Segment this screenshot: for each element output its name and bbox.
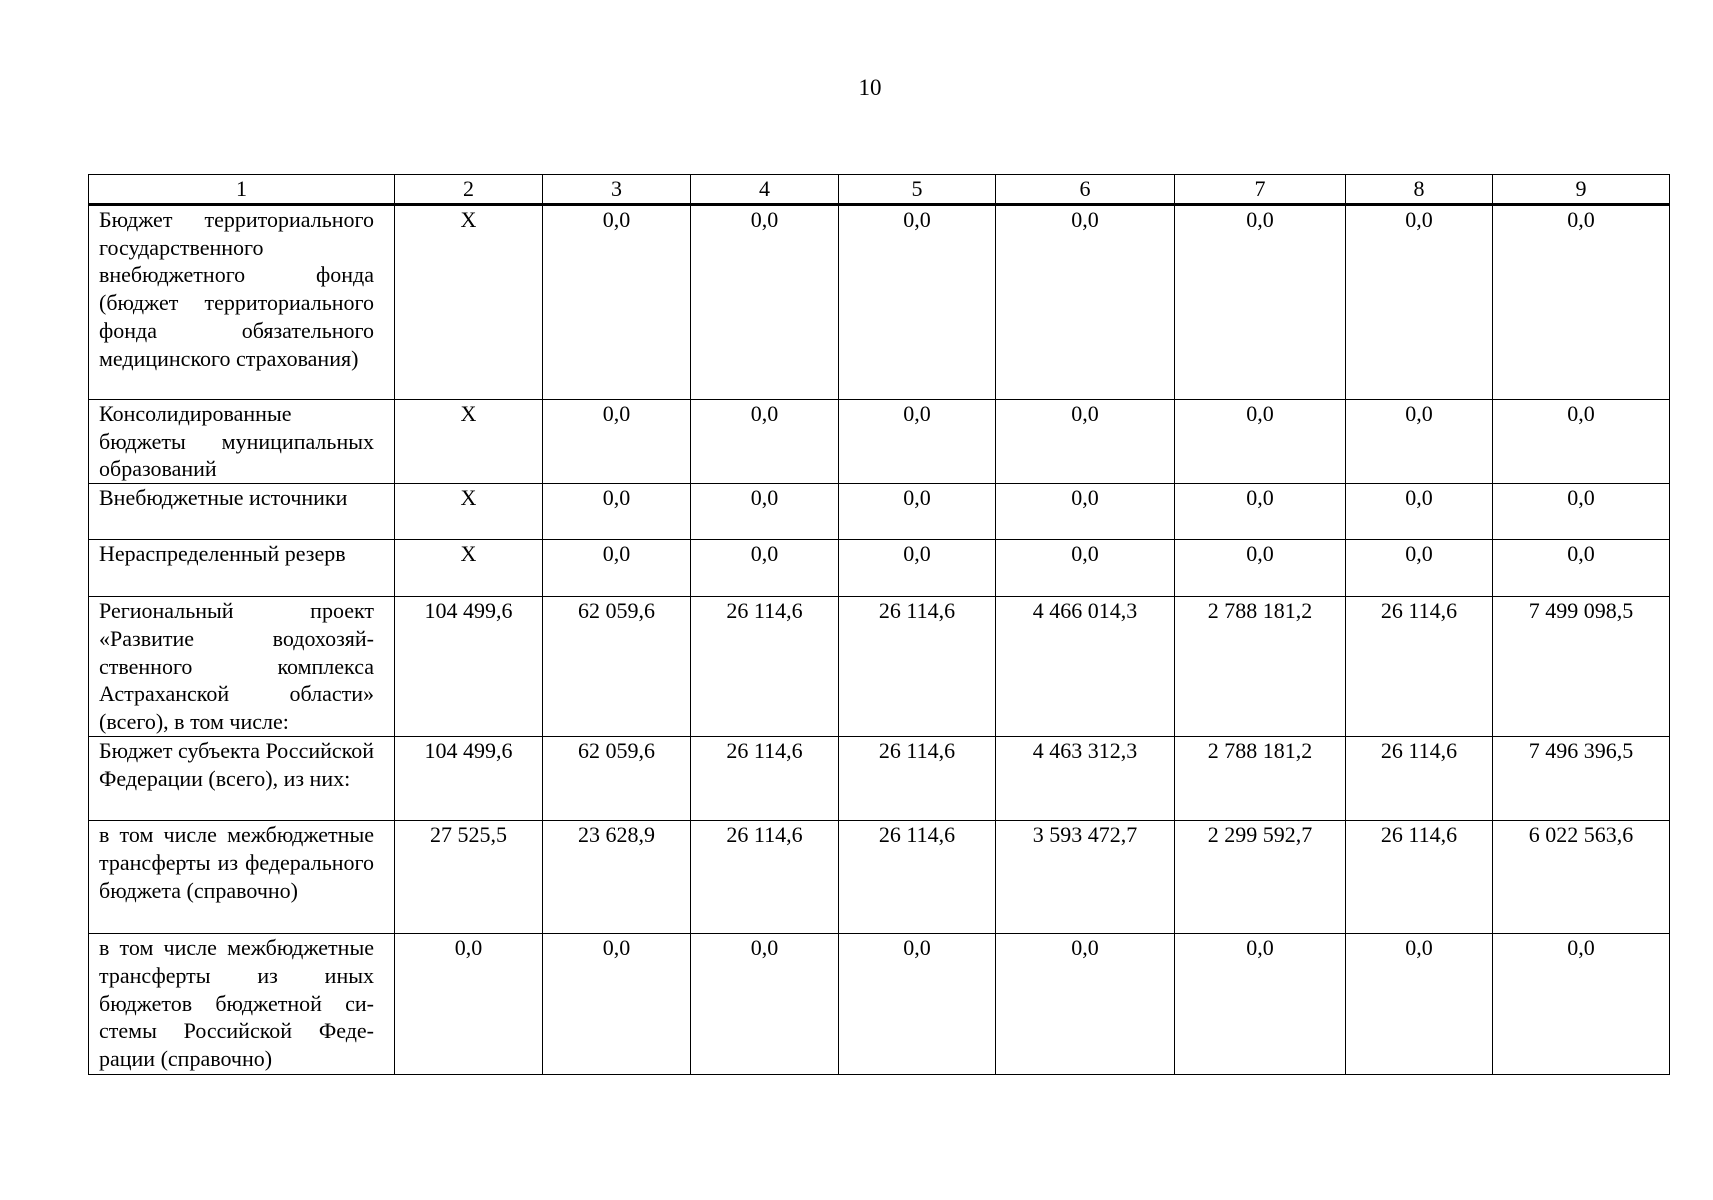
column-header: 9	[1493, 175, 1670, 205]
table-cell: 0,0	[1175, 540, 1346, 597]
table-row	[89, 484, 1670, 540]
table-row	[89, 737, 1670, 821]
table-cell: 7 496 396,5	[1493, 737, 1670, 821]
table-cell: 0,0	[1346, 484, 1493, 540]
row-label: Бюджет субъекта Российской Федерации (всего), из них:	[89, 737, 395, 821]
column-header: 5	[839, 175, 996, 205]
row-label: Нераспределенный резерв	[89, 540, 395, 597]
row-label: Внебюджетные источники	[89, 484, 395, 540]
table-row	[89, 597, 1670, 737]
table-cell: 4 463 312,3	[996, 737, 1175, 821]
table-cell: 0,0	[543, 400, 691, 484]
table-row	[89, 400, 1670, 484]
page-number: 10	[858, 75, 882, 100]
column-header: 2	[395, 175, 543, 205]
table-cell: 0,0	[839, 934, 996, 1075]
row-label: в том числе межбюджетные трансферты из иных бюджетов бюджетной системы Российской Федерации (справочно)	[89, 934, 395, 1075]
table-cell: 3 593 472,7	[996, 821, 1175, 934]
table-cell: 0,0	[1493, 540, 1670, 597]
table-cell: 26 114,6	[839, 737, 996, 821]
table-cell: 2 299 592,7	[1175, 821, 1346, 934]
table-cell: 4 466 014,3	[996, 597, 1175, 737]
table-cell: 0,0	[1175, 400, 1346, 484]
table-cell: 0,0	[1493, 484, 1670, 540]
table-cell: 62 059,6	[543, 597, 691, 737]
table-cell: 0,0	[691, 484, 839, 540]
table-row	[89, 205, 1670, 400]
table-cell: X	[395, 540, 543, 597]
table-cell: 0,0	[1175, 205, 1346, 400]
table-cell: 0,0	[1175, 934, 1346, 1075]
table-cell: 0,0	[543, 205, 691, 400]
table-cell: 0,0	[543, 484, 691, 540]
table-cell: 62 059,6	[543, 737, 691, 821]
table-cell: X	[395, 400, 543, 484]
table-cell: 26 114,6	[691, 821, 839, 934]
table-cell: 0,0	[1175, 484, 1346, 540]
table-cell: 0,0	[839, 484, 996, 540]
table-cell: 0,0	[1346, 205, 1493, 400]
table-cell: 0,0	[691, 934, 839, 1075]
column-header: 4	[691, 175, 839, 205]
table-cell: 26 114,6	[1346, 821, 1493, 934]
table-cell: 104 499,6	[395, 737, 543, 821]
budget-table	[88, 174, 1670, 1075]
table-cell: 0,0	[1346, 400, 1493, 484]
column-header: 7	[1175, 175, 1346, 205]
table-cell: 0,0	[839, 205, 996, 400]
table-cell: 2 788 181,2	[1175, 737, 1346, 821]
table-row	[89, 934, 1670, 1075]
table-cell: 0,0	[1493, 400, 1670, 484]
table-cell: 7 499 098,5	[1493, 597, 1670, 737]
table-header-row	[89, 175, 1670, 205]
table-cell: 0,0	[691, 540, 839, 597]
column-header: 3	[543, 175, 691, 205]
row-label: в том числе межбюджетные трансферты из федерального бюджета (справочно)	[89, 821, 395, 934]
table-cell: 2 788 181,2	[1175, 597, 1346, 737]
table-cell: 23 628,9	[543, 821, 691, 934]
table-cell: 0,0	[996, 934, 1175, 1075]
table-cell: 0,0	[996, 205, 1175, 400]
table-cell: 27 525,5	[395, 821, 543, 934]
table-cell: X	[395, 484, 543, 540]
table-cell: X	[395, 205, 543, 400]
table-cell: 0,0	[996, 400, 1175, 484]
table-cell: 0,0	[839, 400, 996, 484]
column-header: 1	[89, 175, 395, 205]
table-cell: 26 114,6	[691, 737, 839, 821]
table-cell: 0,0	[395, 934, 543, 1075]
table-cell: 0,0	[543, 934, 691, 1075]
table-cell: 0,0	[1493, 205, 1670, 400]
table-cell: 0,0	[1346, 934, 1493, 1075]
row-label: Региональный проект «Развитие водохозяйственного комплекса Астраханской области» (всего), в том числе:	[89, 597, 395, 737]
table-cell: 0,0	[839, 540, 996, 597]
table-cell: 26 114,6	[839, 821, 996, 934]
table-cell: 0,0	[543, 540, 691, 597]
column-header: 8	[1346, 175, 1493, 205]
table-cell: 104 499,6	[395, 597, 543, 737]
table-row	[89, 821, 1670, 934]
table-cell: 6 022 563,6	[1493, 821, 1670, 934]
table-cell: 0,0	[1493, 934, 1670, 1075]
table-cell: 0,0	[996, 484, 1175, 540]
table-cell: 26 114,6	[839, 597, 996, 737]
table-row	[89, 540, 1670, 597]
row-label: Консолидированные бюджеты муниципальных образований	[89, 400, 395, 484]
table-cell: 26 114,6	[691, 597, 839, 737]
column-header: 6	[996, 175, 1175, 205]
table-cell: 0,0	[691, 400, 839, 484]
table-cell: 0,0	[691, 205, 839, 400]
table-cell: 0,0	[1346, 540, 1493, 597]
table-cell: 26 114,6	[1346, 597, 1493, 737]
table-cell: 26 114,6	[1346, 737, 1493, 821]
table-cell: 0,0	[996, 540, 1175, 597]
row-label: Бюджет территориального государственного внебюджетного фонда (бюджет территориального фонда обязательного медицинского страхования)	[89, 205, 395, 400]
